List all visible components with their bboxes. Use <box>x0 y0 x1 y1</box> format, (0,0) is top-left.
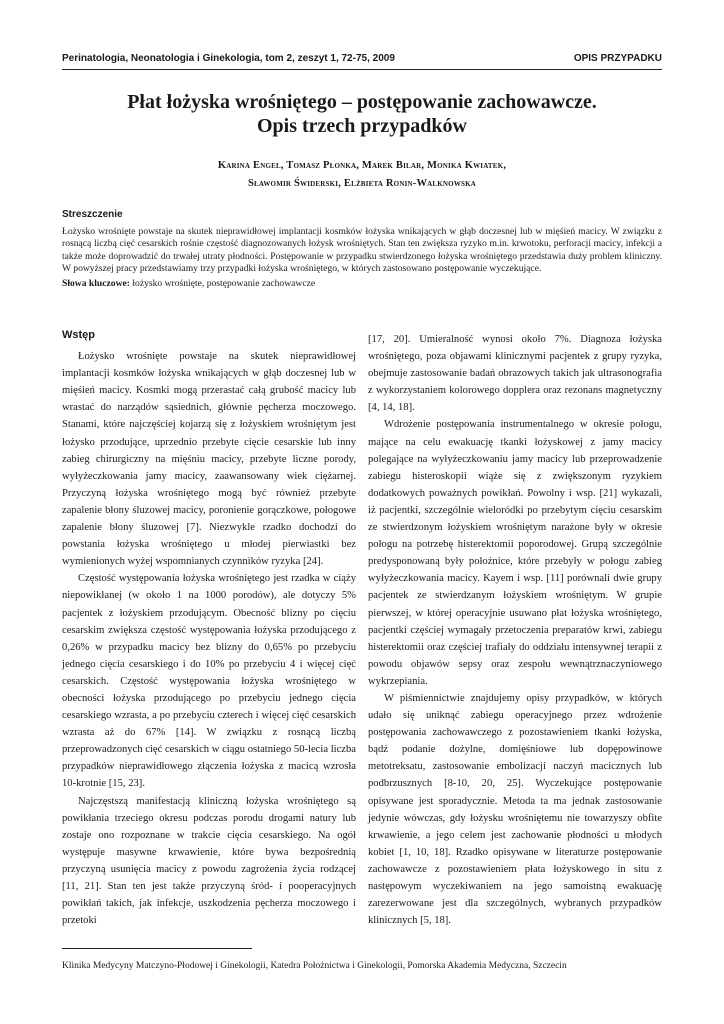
right-column <box>368 331 662 929</box>
keywords <box>62 278 662 291</box>
running-header <box>62 49 662 70</box>
journal-citation: Perinatologia, Neonatologia i Ginekologia, tom 2, zeszyt 1, 72-75, 2009 <box>62 52 395 64</box>
authors-line-1: Karina Engel, Tomasz Płonka, Marek Bilar, Monika Kwiatek, <box>217 160 507 171</box>
author-list <box>62 157 662 193</box>
paragraph: W piśmiennictwie znajdujemy opisy przypadków, w których udało się uniknąć zabiegu operacyjnego przez wdrożenie postępowania zachowawczego z pozostawieniem tkanki łożyska, bądź podanie dożylne, domięśniowe lub dopępowinowe metotreksatu, zastosowanie embolizacji naczyń macicznych lub podbrzusznych [8-10, 20, 25]. Wyczekujące postępowanie opisywane jest sporadycznie. Metoda ta ma jednak zastosowanie jedynie wówczas, gdy łożysku wrośniętemu nie towarzyszy obfite krwawienie, a jego celem jest zachowanie płodności u młodych kobiet [1, 10, 18]. Rzadko opisywane w literaturze postępowanie zachowawcze z pozostawieniem płata łożyskowego in situ z następowym wyczekiwaniem na jego samoistną ewakuację zarezerwowane jest dla szczególnych, wybranych przypadków klinicznych [5, 18]. <box>368 692 662 927</box>
abstract-heading: Streszczenie <box>62 209 123 220</box>
title-line-2: Opis trzech przypadków <box>257 115 467 137</box>
left-column <box>62 327 356 929</box>
keywords-label: Słowa kluczowe: <box>62 277 130 289</box>
paragraph: Najczęstszą manifestacją kliniczną łożyska wrośniętego są powikłania trzeciego okresu podczas porodu drogami natury lub zostaje ono rozpoznane w trakcie cięcia cesarskiego. Na ogół występuje masywne krwawienie, które bywa bezpośrednią przyczyną usunięcia macicy z powodu zagrożenia życia rodzącej [11, 21]. Stan ten jest także przyczyną śród- i pooperacyjnych powikłań takich, jak infekcje, uszkodzenia pęcherza moczowego i przetoki <box>62 795 356 927</box>
paragraph: Częstość występowania łożyska wrośniętego jest rzadka w ciąży niepowikłanej (w około 1 na 1000 porodów), ale dotyczy 5% pacjentek z łożyskiem przodującym. Obecność blizny po cięciu cesarskim zwiększa częstość występowania łożyska przodującego z 0,26% w przypadku macicy bez blizny do 0,65% po przebyciu jednego cięcia cesarskiego i do 10% po przebyciu 4 i więcej cięć cesarskich. Częstość występowania łożyska wrośniętego w obecności łożyska przodującego po przebyciu jednego cięcia cesarskiego wzrasta, a po przebyciu czterech i więcej cięć cesarskich wzrasta aż do 67% [14]. W związku z rosnącą liczbą przeprowadzonych cięć cesarskich w ciągu ostatniego 50-lecia liczba przypadków nieprawidłowego złączenia łożyska z macicą wzrosła 10-krotnie [15, 23]. <box>62 573 356 790</box>
keywords-text: łożysko wrośnięte, postępowanie zachowawcze <box>132 277 316 289</box>
article-title <box>62 90 662 138</box>
title-line-1: Płat łożyska wrośniętego – postępowanie zachowawcze. <box>127 91 597 113</box>
article-category: OPIS PRZYPADKU <box>573 52 662 64</box>
paragraph: Łożysko wrośnięte powstaje na skutek nieprawidłowej implantacji kosmków łożyska wnikających w głąb doczesnej lub w mięśień macicy. Kosmki mogą przerastać całą grubość macicy lub wrastać do narządów sąsiednich, głównie pęcherza moczowego. Stanami, które najczęściej kojarzą się z łożyskiem wrośniętym jest łożysko przodujące, uprzednio przebyte cięcie cesarskie lub inny zabieg chirurgiczny na mięśniu macicy, przebyte liczne porody, wyłyżeczkowania jamy macicy, zaawansowany wiek ciężarnej. Przyczyną łożyska wrośniętego mogą być również przebyte zapalenie błony śluzowej macicy, poronienie gorączkowe, połogowe zapalenie błony śluzowej [7]. Niezwykle rzadko dochodzi do powstania łożyska wrośniętego u młodej pierwiastki bez wymienionych wyżej wspomnianych czynników ryzyka [24]. <box>62 351 356 568</box>
paragraph: [17, 20]. Umieralność wynosi około 7%. Diagnoza łożyska wrośniętego, poza objawami klinicznymi pacjentek z grupy ryzyka, obejmuje zastosowanie badań obrazowych takich jak ultrasonografia z wykorzystaniem kolorowego dopplera oraz rezonans magnetyczny [4, 14, 18]. <box>368 334 662 414</box>
footnote-divider <box>62 948 252 949</box>
abstract <box>62 209 662 291</box>
paragraph: Wdrożenie postępowania instrumentalnego w okresie połogu, mające na celu ewakuację tkanki łożyskowej z jamy macicy polegające na wyłyżeczkowaniu jamy macicy lub przeprowadzenie zabiegu histeroskopii wiąże się z zwiększonym ryzykiem dodatkowych poważnych powikłań. Powolny i wsp. [21] wykazali, iż pacjentki, szczególnie wieloródki po przebytym cięciu cesarskim ze stwierdzonym łożyskiem wrośniętym narażone były w okresie połogu na potrzebę histerektomii poporodowej. Grupą szczególnie predysponowaną były położnice, które przebyły w połogu zabieg wyłyżeczkowania macicy. Kayem i wsp. [11] porównali dwie grupy pacjentek ze stwierdzanym łożyskiem wrośniętym. W grupie pierwszej, w której operacyjnie usuwano płat łożyska wrośniętego, pacjentki częściej wymagały przetoczenia preparatów krwi, zabiegu histerektomii oraz częściej trafiały do oddziału intensywnej terapii z powodu objawów sepsy oraz zespołu wewnątrznaczyniowego wykrzepiania. <box>368 419 662 687</box>
abstract-text: Łożysko wrośnięte powstaje na skutek nieprawidłowej implantacji kosmków łożyska wnikających w głąb doczesnej lub w mięśień macicy. W związku z rosnącą liczbą cięć cesarskich rośnie częstość diagnozowanych łożysk wrośniętych. Stan ten zwiększa ryzyko m.in. krwotoku, perforacji macicy, infekcji a także może doprowadzić do trwałej utraty płodności. Postępowanie w przypadku stwierdzonego łożyska wrośniętego przedstawia duży problem kliniczny. W powyższej pracy przedstawiamy trzy przypadki łożyska wrośniętego, w których zastosowano postępowanie wyczekujące. <box>62 225 662 275</box>
authors-line-2: Sławomir Świderski, Elżbieta Ronin-Walknowska <box>247 178 477 189</box>
affiliation-footnote: Klinika Medycyny Matczyno-Płodowej i Ginekologii, Katedra Położnictwa i Ginekologii, Pomorska Akademia Medyczna, Szczecin <box>62 961 567 971</box>
section-heading: Wstęp <box>62 329 95 341</box>
